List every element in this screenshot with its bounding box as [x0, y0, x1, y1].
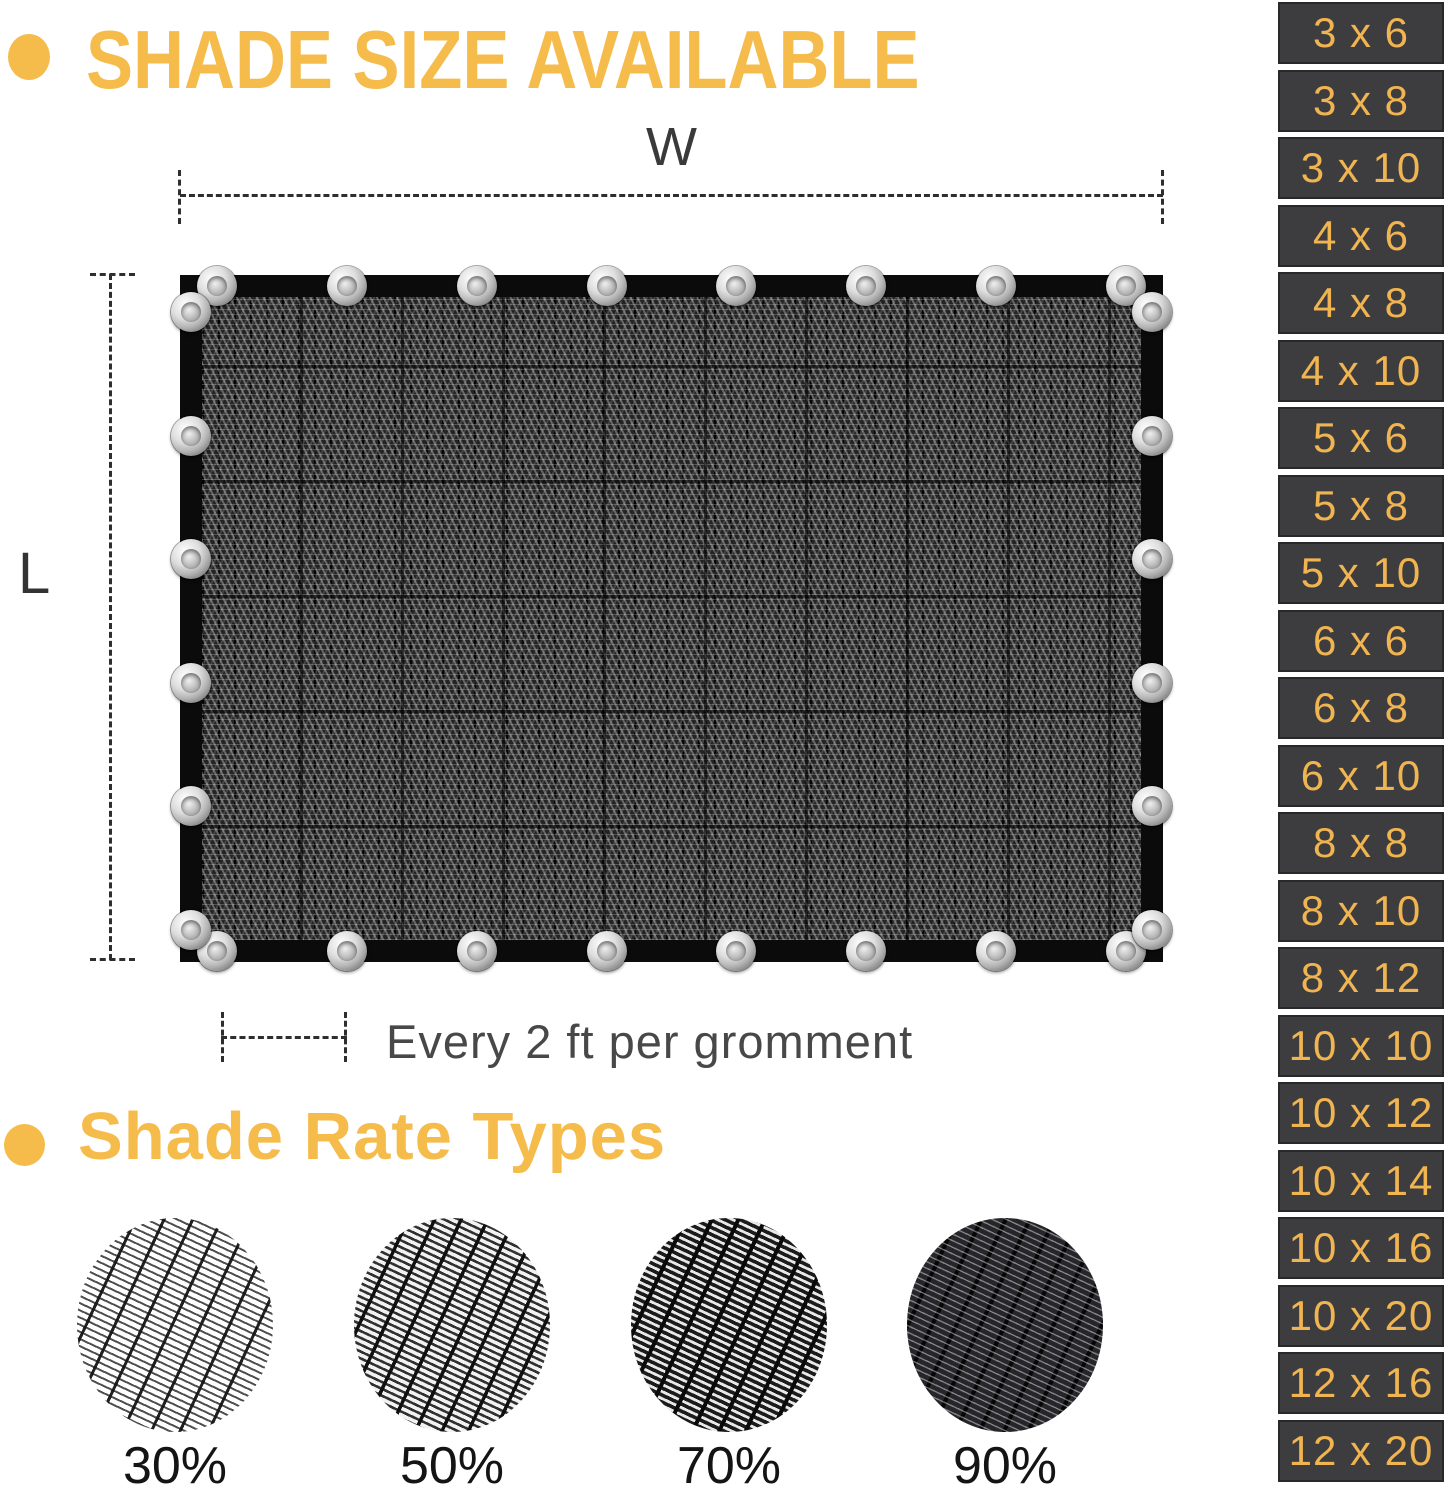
size-chip: 6 x 8 [1278, 677, 1444, 739]
size-chip: 12 x 20 [1278, 1420, 1444, 1482]
grommet-icon [327, 266, 367, 306]
size-chip: 12 x 16 [1278, 1352, 1444, 1414]
grommet-icon [171, 539, 211, 579]
width-dimension-line [180, 194, 1163, 197]
size-options-list [1278, 2, 1444, 1482]
size-chip: 10 x 10 [1278, 1015, 1444, 1077]
shade-rate-sample [344, 1218, 560, 1485]
size-chip: 5 x 10 [1278, 542, 1444, 604]
dimension-line [221, 1036, 347, 1039]
size-available-title: SHADE SIZE AVAILABLE [86, 13, 920, 106]
grommet-icon [171, 292, 211, 332]
size-chip: 8 x 8 [1278, 812, 1444, 874]
size-chip: 4 x 8 [1278, 272, 1444, 334]
shade-net-illustration [180, 275, 1163, 962]
mesh-swatch-circle [631, 1218, 827, 1432]
grommet-icon [327, 931, 367, 971]
size-chip: 6 x 10 [1278, 745, 1444, 807]
size-chip: 4 x 10 [1278, 340, 1444, 402]
length-dimension-label: L [18, 541, 51, 606]
mesh-swatch-circle [354, 1218, 550, 1432]
size-chip: 8 x 10 [1278, 880, 1444, 942]
grommet-icon [1132, 539, 1172, 579]
mesh-swatch-circle [907, 1218, 1103, 1432]
grommet-spacing-note: Every 2 ft per gromment [386, 1015, 914, 1068]
mesh-texture [202, 297, 1141, 940]
grommet-icon [171, 663, 211, 703]
size-chip: 10 x 12 [1278, 1082, 1444, 1144]
grommet-icon [1132, 416, 1172, 456]
size-chip: 5 x 6 [1278, 407, 1444, 469]
grommet-icon [1132, 292, 1172, 332]
length-dimension-line [109, 274, 112, 960]
grommet-icon [587, 931, 627, 971]
grommet-icon [171, 910, 211, 950]
grommet-icon [846, 266, 886, 306]
mesh-swatch-circle [77, 1218, 273, 1432]
size-chip: 10 x 20 [1278, 1285, 1444, 1347]
shade-rate-title: Shade Rate Types [78, 1099, 667, 1174]
grommet-icon [716, 931, 756, 971]
bullet-dot-icon [4, 1124, 45, 1166]
dimension-tick [1161, 170, 1164, 224]
size-chip: 3 x 10 [1278, 137, 1444, 199]
shade-rate-sample [897, 1218, 1113, 1485]
size-chip: 3 x 6 [1278, 2, 1444, 64]
size-chip: 10 x 16 [1278, 1217, 1444, 1279]
grommet-icon [976, 266, 1016, 306]
grommet-icon [1132, 786, 1172, 826]
grommet-icon [457, 931, 497, 971]
grommet-icon [976, 931, 1016, 971]
grommet-icon [1132, 663, 1172, 703]
shade-rate-percent: 30% [122, 1437, 228, 1485]
shade-rate-percent: 70% [676, 1437, 782, 1485]
width-dimension-label: W [646, 117, 697, 177]
size-chip: 8 x 12 [1278, 947, 1444, 1009]
dimension-tick [90, 958, 135, 961]
shade-rate-sample [621, 1218, 837, 1485]
size-chip: 6 x 6 [1278, 610, 1444, 672]
size-chip: 3 x 8 [1278, 70, 1444, 132]
grommet-icon [846, 931, 886, 971]
shade-rate-percent: 90% [952, 1437, 1058, 1485]
grommet-icon [1132, 910, 1172, 950]
grommet-icon [171, 416, 211, 456]
size-chip: 10 x 14 [1278, 1150, 1444, 1212]
shade-rate-sample [67, 1218, 283, 1485]
size-chip: 5 x 8 [1278, 475, 1444, 537]
shade-rate-percent: 50% [399, 1437, 505, 1485]
bullet-dot-icon [8, 34, 50, 80]
dimension-tick [178, 170, 181, 224]
dimension-tick [344, 1012, 347, 1062]
dimension-tick [90, 273, 135, 276]
grommet-spacing-dimension [221, 1012, 347, 1062]
grommet-icon [587, 266, 627, 306]
grommet-icon [457, 266, 497, 306]
size-chip: 4 x 6 [1278, 205, 1444, 267]
